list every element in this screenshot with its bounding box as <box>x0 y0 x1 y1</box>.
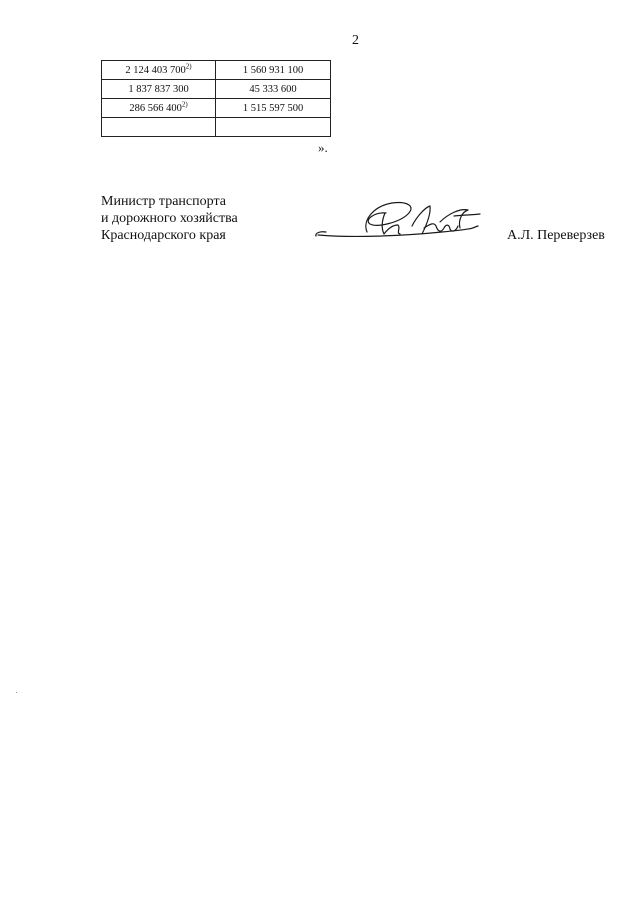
cell-value: 1 515 597 500 <box>242 102 304 114</box>
table-cell <box>102 99 216 118</box>
signatory-title-line: Министр транспорта <box>101 194 226 209</box>
table-cell <box>216 61 331 80</box>
scan-speck <box>16 692 17 693</box>
signatory-title-line: и дорожного хозяйства <box>101 211 238 226</box>
table-row <box>102 61 331 80</box>
table-cell <box>102 118 216 137</box>
footnote-marker: 2) <box>181 100 188 108</box>
closing-quote-mark: ». <box>318 140 328 155</box>
table-row <box>102 80 331 99</box>
table-cell <box>102 80 216 99</box>
table-row <box>102 99 331 118</box>
signatory-title-line: Краснодарского края <box>101 228 226 243</box>
cell-value: 1 560 931 100 <box>242 64 304 76</box>
handwritten-signature <box>312 198 482 246</box>
signatory-title <box>101 193 238 244</box>
cell-value: 286 566 400 <box>129 102 182 114</box>
cell-value: 1 837 837 300 <box>128 83 189 95</box>
page-number: 2 <box>352 33 359 48</box>
footnote-marker: 2) <box>185 62 192 70</box>
table-cell <box>102 61 216 80</box>
value-table <box>101 60 331 137</box>
table-cell <box>216 99 331 118</box>
table-row <box>102 118 331 137</box>
cell-value: 2 124 403 700 <box>125 64 186 76</box>
cell-value: 45 333 600 <box>249 83 297 95</box>
table-cell <box>216 118 331 137</box>
signatory-name: А.Л. Переверзев <box>507 228 605 243</box>
table-cell <box>216 80 331 99</box>
